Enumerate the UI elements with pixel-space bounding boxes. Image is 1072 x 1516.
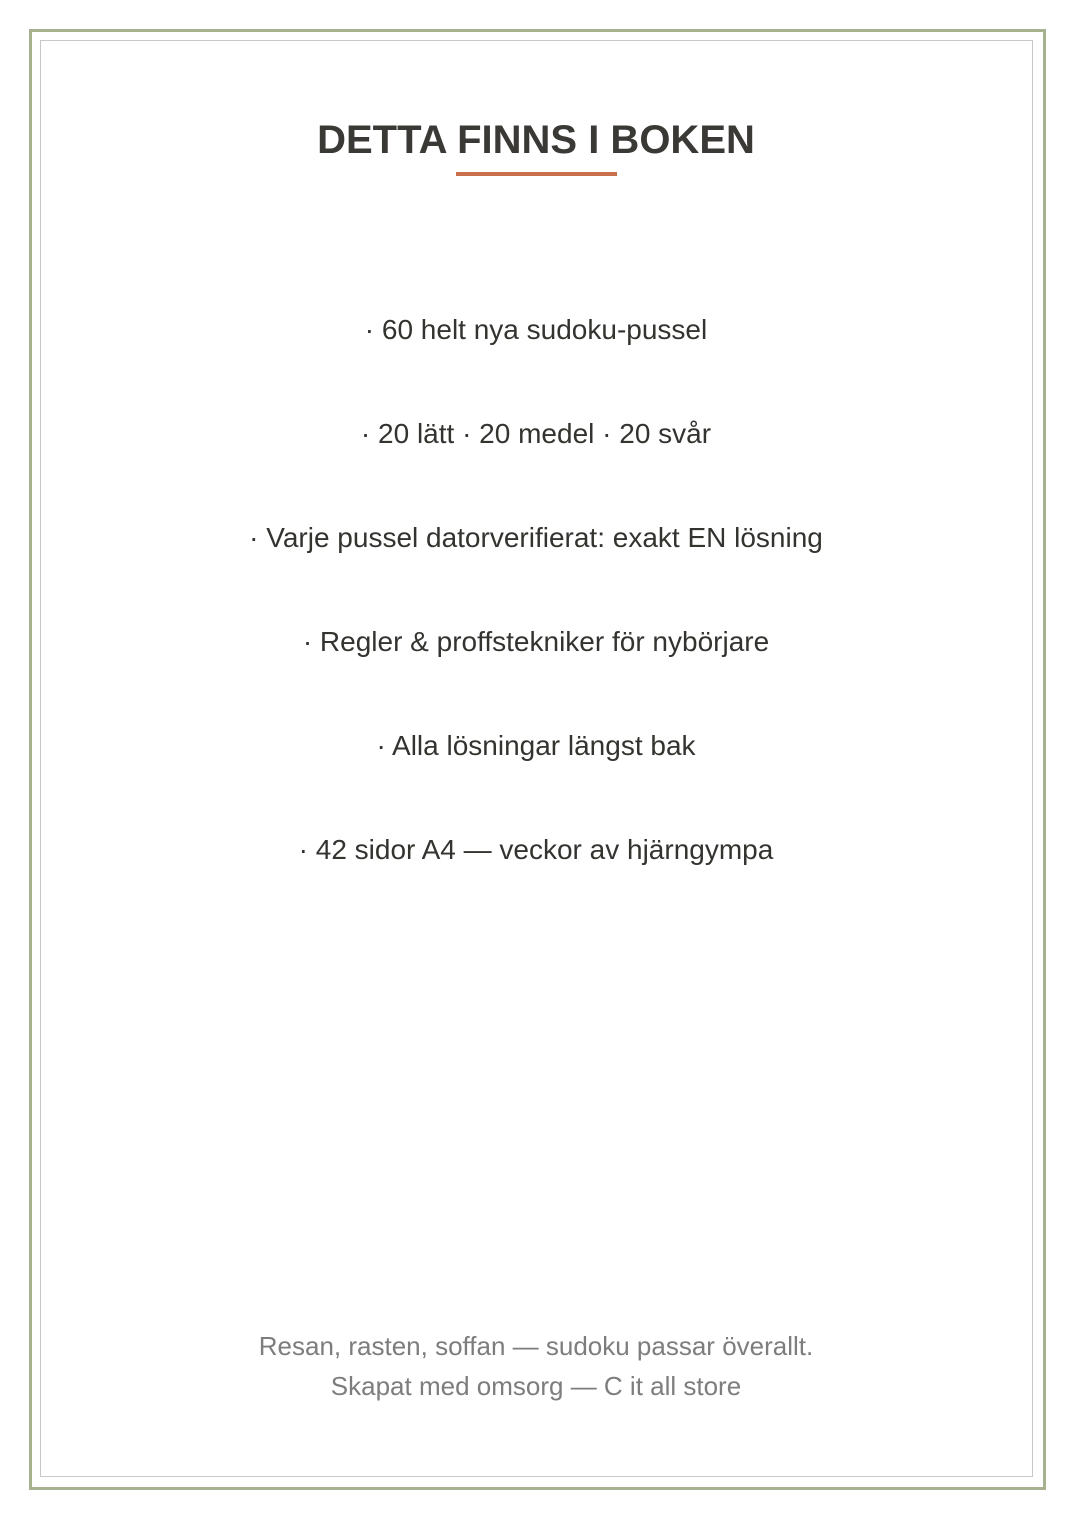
feature-list: [0, 306, 1072, 930]
feature-item: · Varje pussel datorverifierat: exakt EN lösning: [249, 522, 823, 553]
footer: [0, 1326, 1072, 1406]
page-title: DETTA FINNS I BOKEN: [317, 118, 755, 162]
feature-item: · Regler & proffstekniker för nybörjare: [302, 626, 770, 657]
footer-tagline: Resan, rasten, soffan — sudoku passar överallt.: [258, 1331, 814, 1361]
footer-credit: Skapat med omsorg — C it all store: [330, 1371, 742, 1401]
title-underline: [456, 172, 617, 176]
feature-item: · 60 helt nya sudoku-pussel: [364, 314, 708, 345]
feature-item: · 42 sidor A4 — veckor av hjärngympa: [298, 834, 774, 865]
feature-item: · 20 lätt · 20 medel · 20 svår: [360, 418, 712, 449]
feature-item: · Alla lösningar längst bak: [376, 730, 696, 761]
